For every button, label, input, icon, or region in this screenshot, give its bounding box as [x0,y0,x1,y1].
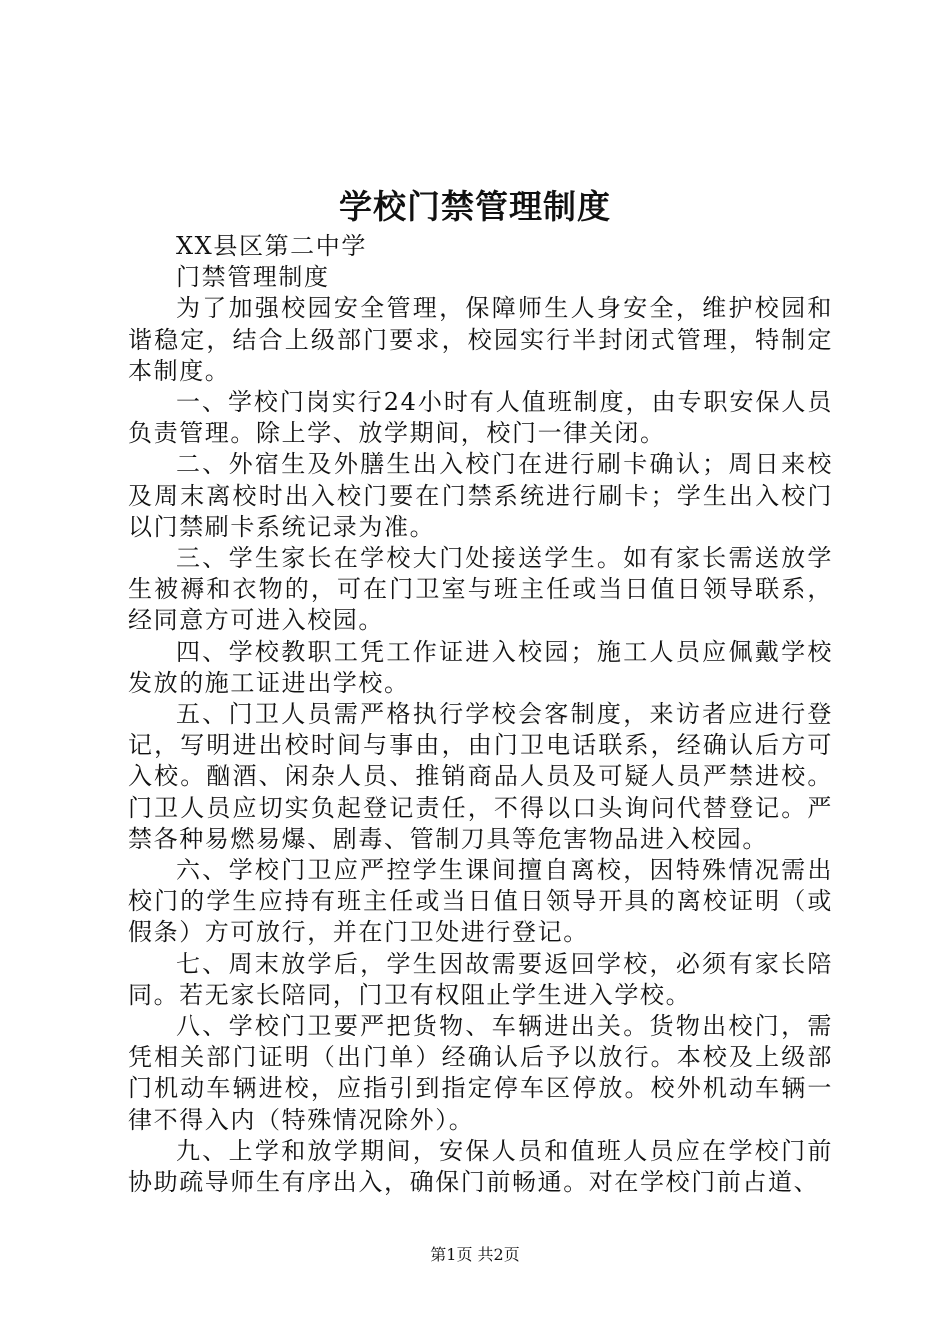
document-body [128,231,833,1198]
paragraph-rule-6: 六、学校门卫应严控学生课间擅自离校，因特殊情况需出校门的学生应持有班主任或当日值日领导开具的离校证明（或假条）方可放行，并在门卫处进行登记。 [128,856,833,947]
paragraph-rule-7: 七、周末放学后，学生因故需要返回学校，必须有家长陪同。若无家长陪同，门卫有权阻止学生进入学校。 [128,949,833,1009]
paragraph-rule-2: 二、外宿生及外膳生出入校门在进行刷卡确认；周日来校及周末离校时出入校门要在门禁系统进行刷卡；学生出入校门以门禁刷卡系统记录为准。 [128,450,833,541]
paragraph-rule-9: 九、上学和放学期间，安保人员和值班人员应在学校门前协助疏导师生有序出入，确保门前畅通。对在学校门前占道、 [128,1136,833,1197]
paragraph-rule-8: 八、学校门卫要严把货物、车辆进出关。货物出校门，需凭相关部门证明（出门单）经确认后予以放行。本校及上级部门机动车辆进校，应指引到指定停车区停放。校外机动车辆一律不得入内（特殊情况除外）。 [128,1012,833,1134]
header-line-subtitle: 门禁管理制度 [176,263,330,292]
paragraph-intro: 为了加强校园安全管理，保障师生人身安全，维护校园和谐稳定，结合上级部门要求，校园实行半封闭式管理，特制定本制度。 [128,294,833,385]
document-title: 学校门禁管理制度 [339,187,611,226]
header-line-school: XX县区第二中学 [176,232,367,260]
paragraph-rule-5: 五、门卫人员需严格执行学校会客制度，来访者应进行登记，写明进出校时间与事由，由门卫电话联系，经确认后方可入校。酗酒、闲杂人员、推销商品人员及可疑人员严禁进校。门卫人员应切实负起登记责任，不得以口头询问代替登记。严禁各种易燃易爆、剧毒、管制刀具等危害物品进入校园。 [128,700,833,853]
page-footer: 第1页 共2页 [430,1245,520,1264]
paragraph-rule-4: 四、学校教职工凭工作证进入校园；施工人员应佩戴学校发放的施工证进出学校。 [128,637,833,697]
paragraph-rule-3: 三、学生家长在学校大门处接送学生。如有家长需送放学生被褥和衣物的，可在门卫室与班主任或当日值日领导联系，经同意方可进入校园。 [128,544,833,635]
paragraph-rule-1: 一、学校门岗实行24小时有人值班制度，由专职安保人员负责管理。除上学、放学期间，校门一律关闭。 [128,388,833,448]
